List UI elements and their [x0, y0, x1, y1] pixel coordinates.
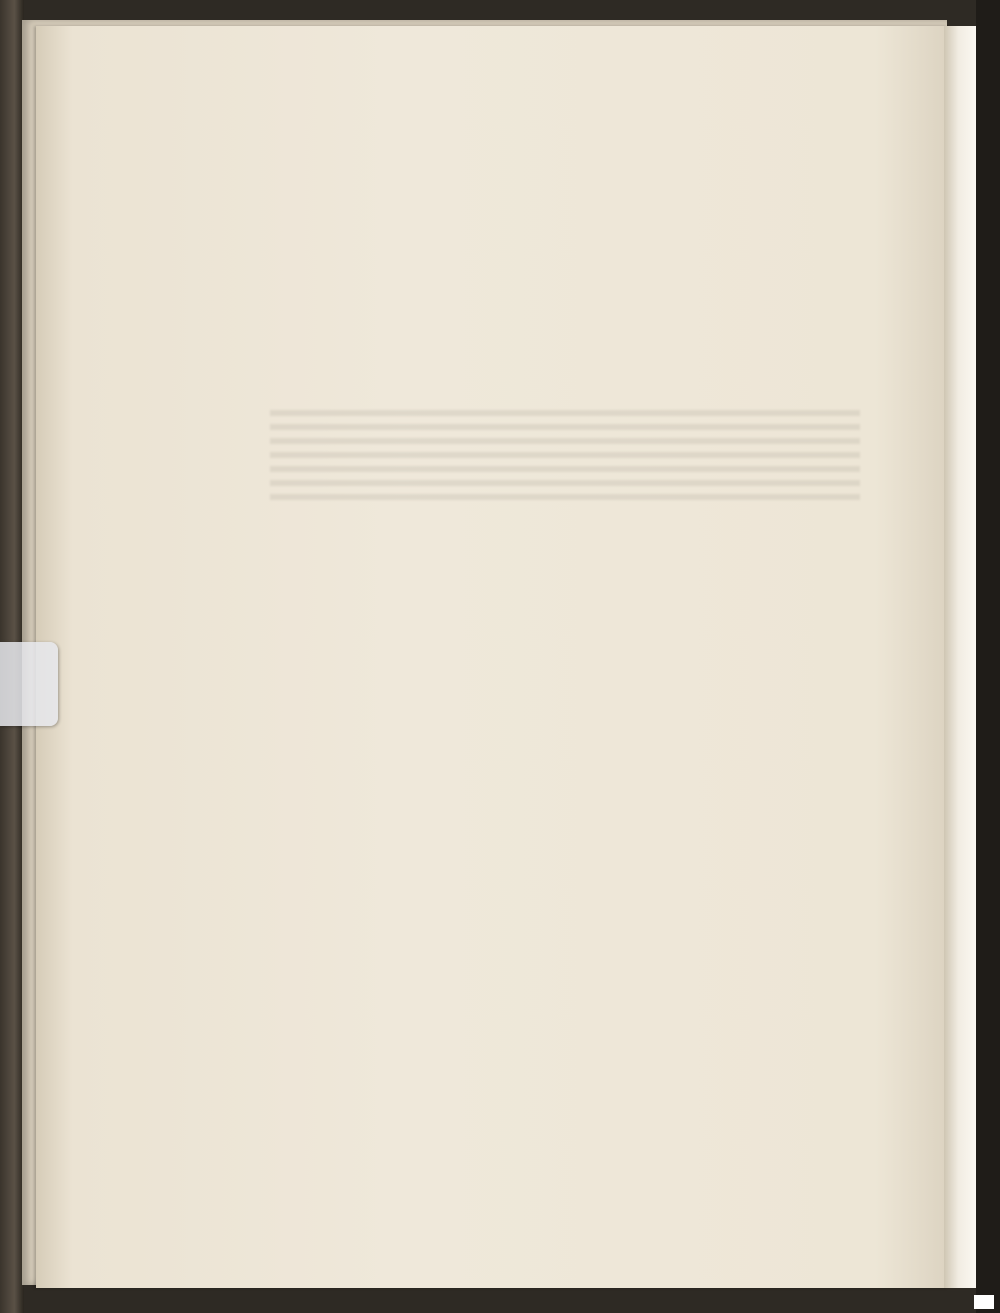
- dfg-footer: [974, 1295, 994, 1309]
- show-through-text: [270, 410, 860, 500]
- book-page: [36, 26, 948, 1288]
- page-fold-right: [944, 26, 976, 1288]
- book-cover-edge-right: [976, 0, 1000, 1313]
- decorated-initial: [262, 478, 354, 570]
- page-marker-tab: [0, 642, 58, 726]
